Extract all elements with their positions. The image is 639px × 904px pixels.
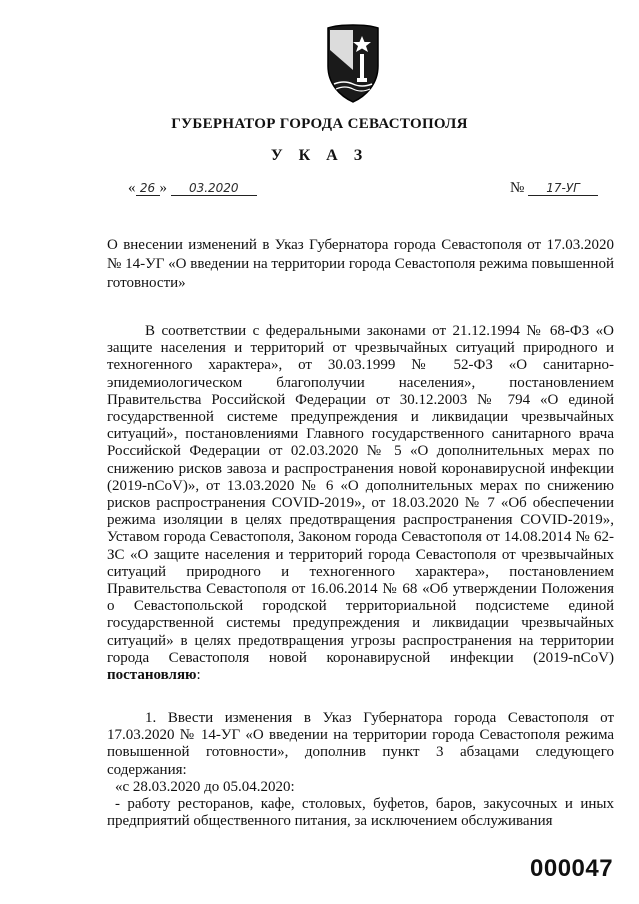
- date-open-quote: «: [128, 180, 136, 196]
- document-type-title: У К А З: [270, 147, 369, 164]
- decree-word: постановляю: [107, 667, 197, 684]
- point-1: [107, 710, 614, 830]
- number-value: 17-УГ: [546, 181, 580, 195]
- number-prefix: №: [510, 180, 525, 196]
- document-number: [510, 180, 598, 197]
- date-day: 26: [139, 181, 156, 195]
- date-month-year-field: [171, 182, 257, 196]
- number-field: [528, 182, 598, 196]
- point-1-period: «с 28.03.2020 до 05.04.2020:: [115, 778, 295, 795]
- serial-number: 000047: [530, 855, 614, 882]
- preamble-paragraph: [107, 323, 614, 684]
- preamble-text: В соответствии с федеральными законами от 21.12.1994 № 68-ФЗ «О защите населения и территорий от чрезвычайных ситуаций природного и техногенного характера», от 30.03.1999 № 52-ФЗ «О санитарно-эпидемиологическом благополучии населения», постановлением Правительства Российской Федерации от 30.12.2003 № 794 «О единой государственной системе предупреждения и ликвидации чрезвычайных ситуаций», постановлениями Главного государственного санитарного врача Российской Федерации от 02.03.2020 № 5 «О дополнительных мерах по снижению рисков завоза и распространения новой коронавирусной инфекции (2019-nCoV)», от 13.03.2020 № 6 «О дополнительных мерах по снижению рисков распространения COVID-2019», от 18.03.2020 № 7 «Об обеспечении режима изоляции в целях предотвращения распространения COVID-2019», Уставом города Севастополя, Законом города Севастополя от 14.08.2014 № 62-ЗС «О защите населения и территорий города Севастополя от чрезвычайных ситуаций природного и техногенного характера», постановлением Правительства Севастополя от 16.06.2014 № 68 «Об утверждении Положения о Севастопольской городской территориальной подсистеме единой государственной системы предупреждения и ликвидации чрезвычайных ситуаций» в целях предотвращения угрозы распространения на территории города Севастополя новой коронавирусной инфекции (2019-nCoV): [107, 323, 614, 666]
- preamble-end: :: [196, 667, 201, 684]
- date-month-year: 03.2020: [188, 181, 239, 195]
- coat-of-arms-emblem: [320, 22, 386, 104]
- date-close-quote: »: [159, 180, 167, 196]
- date-day-field: [136, 182, 160, 196]
- preamble-text-block: [107, 323, 614, 684]
- document-date: [128, 180, 257, 197]
- point-1-text: 1. Ввести изменения в Указ Губернатора города Севастополя от 17.03.2020 № 14-УГ «О введении на территории города Севастополя режима повышенной готовности», дополнив пункт 3 абзацами следующего содержания:: [107, 710, 614, 778]
- point-1-item: - работу ресторанов, кафе, столовых, буфетов, баров, закусочных и иных предприятий общественного питания, за исключением обслуживания: [107, 796, 614, 830]
- authority-title: ГУБЕРНАТОР ГОРОДА СЕВАСТОПОЛЯ: [171, 116, 468, 132]
- document-subject: О внесении изменений в Указ Губернатора города Севастополя от 17.03.2020 № 14-УГ «О введении на территории города Севастополя режима повышенной готовности»: [107, 237, 614, 291]
